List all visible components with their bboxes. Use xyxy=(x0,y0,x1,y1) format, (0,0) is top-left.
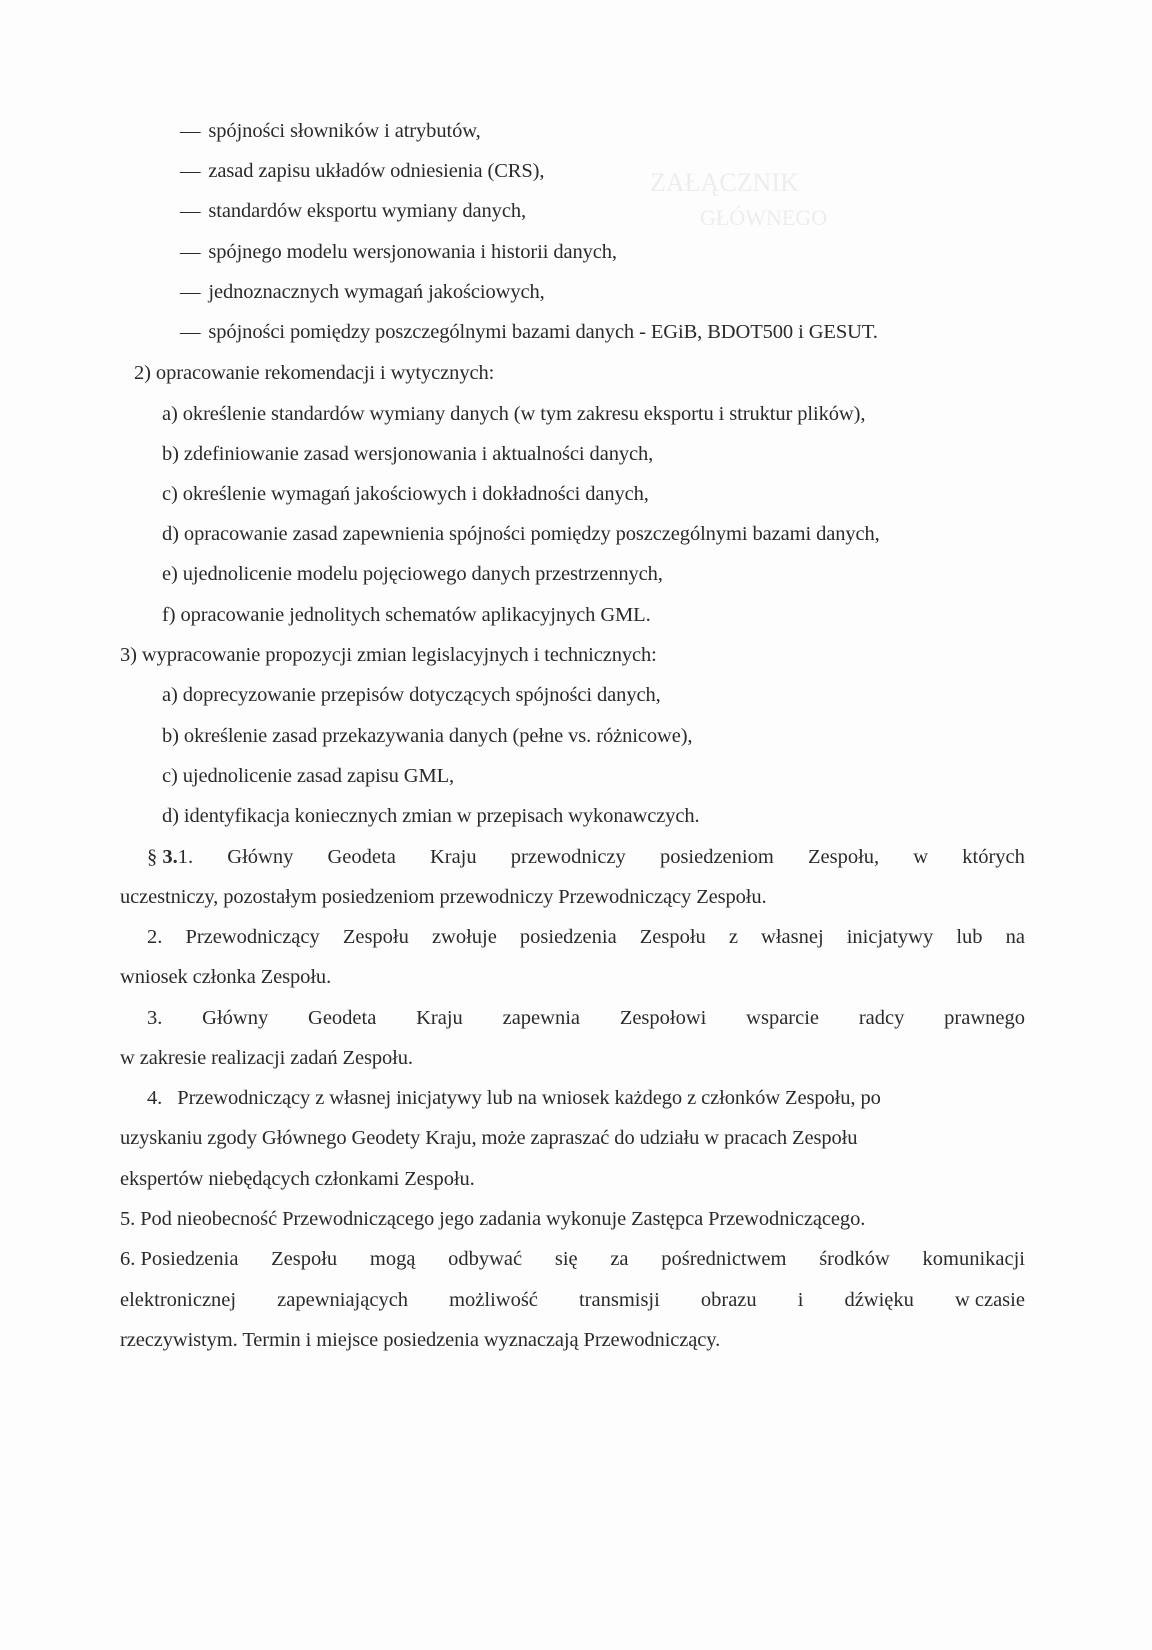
show-through-text: GŁÓWNEGO xyxy=(700,205,828,230)
list-subitem: c) ujednolicenie zasad zapisu GML, xyxy=(162,765,455,787)
list-subitem: d) opracowanie zasad zapewnienia spójności pomiędzy poszczególnymi bazami danych, xyxy=(162,523,880,545)
section-3-paragraph-1-line-1: § 3.1. Główny Geodeta Kraju przewodniczy posiedzeniom Zespołu, w których xyxy=(147,846,1025,868)
section-3-paragraph-2-line-1: 2. Przewodniczący Zespołu zwołuje posiedzenia Zespołu z własnej inicjatywy lub na xyxy=(147,926,1025,948)
dash-item: — standardów eksportu wymiany danych, xyxy=(180,200,526,222)
show-through-text: ZAŁĄCZNIK xyxy=(650,168,799,197)
dash-item: — jednoznacznych wymagań jakościowych, xyxy=(180,281,545,303)
section-heading: § 3.1. xyxy=(147,846,194,868)
dash-item: — spójności pomiędzy poszczególnymi bazami danych - EGiB, BDOT500 i GESUT. xyxy=(180,321,878,343)
paragraph-line: wniosek członka Zespołu. xyxy=(120,966,332,988)
list-subitem: d) identyfikacja koniecznych zmian w przepisach wykonawczych. xyxy=(162,805,700,827)
list-subitem: b) określenie zasad przekazywania danych (pełne vs. różnicowe), xyxy=(162,725,693,747)
paragraph-line: uzyskaniu zgody Głównego Geodety Kraju, może zapraszać do udziału w pracach Zespołu xyxy=(120,1127,858,1149)
section-3-paragraph-4-line-1: 4. Przewodniczący z własnej inicjatywy lub na wniosek każdego z członków Zespołu, po xyxy=(147,1087,881,1109)
section-3-paragraph-6-line-1: 6. Posiedzenia Zespołu mogą odbywać się za pośrednictwem środków komunikacji xyxy=(120,1248,1025,1270)
dash-item: — spójnego modelu wersjonowania i historii danych, xyxy=(180,241,617,263)
paragraph-line: w zakresie realizacji zadań Zespołu. xyxy=(120,1047,413,1069)
dash-item: — spójności słowników i atrybutów, xyxy=(180,120,481,142)
list-subitem: a) doprecyzowanie przepisów dotyczących spójności danych, xyxy=(162,684,661,706)
list-subitem: e) ujednolicenie modelu pojęciowego danych przestrzennych, xyxy=(162,563,663,585)
list-subitem: c) określenie wymagań jakościowych i dokładności danych, xyxy=(162,483,649,505)
list-subitem: b) zdefiniowanie zasad wersjonowania i aktualności danych, xyxy=(162,443,654,465)
list-subitem: f) opracowanie jednolitych schematów aplikacyjnych GML. xyxy=(162,604,651,626)
section-3-paragraph-6-line-2: elektronicznej zapewniających możliwość transmisji obrazu i dźwięku w czasie xyxy=(120,1289,1025,1311)
list-point-heading: 3) wypracowanie propozycji zmian legislacyjnych i technicznych: xyxy=(120,644,657,666)
paragraph-line: ekspertów niebędących członkami Zespołu. xyxy=(120,1168,475,1190)
section-3-paragraph-5: 5. Pod nieobecność Przewodniczącego jego zadania wykonuje Zastępca Przewodniczącego. xyxy=(120,1208,866,1230)
list-subitem: a) określenie standardów wymiany danych (w tym zakresu eksportu i struktur plików), xyxy=(162,403,866,425)
paragraph-line: rzeczywistym. Termin i miejsce posiedzenia wyznaczają Przewodniczący. xyxy=(120,1329,721,1351)
dash-item: — zasad zapisu układów odniesienia (CRS), xyxy=(180,160,545,182)
paragraph-line: uczestniczy, pozostałym posiedzeniom przewodniczy Przewodniczący Zespołu. xyxy=(120,886,767,908)
section-3-paragraph-3-line-1: 3. Główny Geodeta Kraju zapewnia Zespołowi wsparcie radcy prawnego xyxy=(147,1007,1025,1029)
list-point-heading: 2) opracowanie rekomendacji i wytycznych: xyxy=(134,362,495,384)
